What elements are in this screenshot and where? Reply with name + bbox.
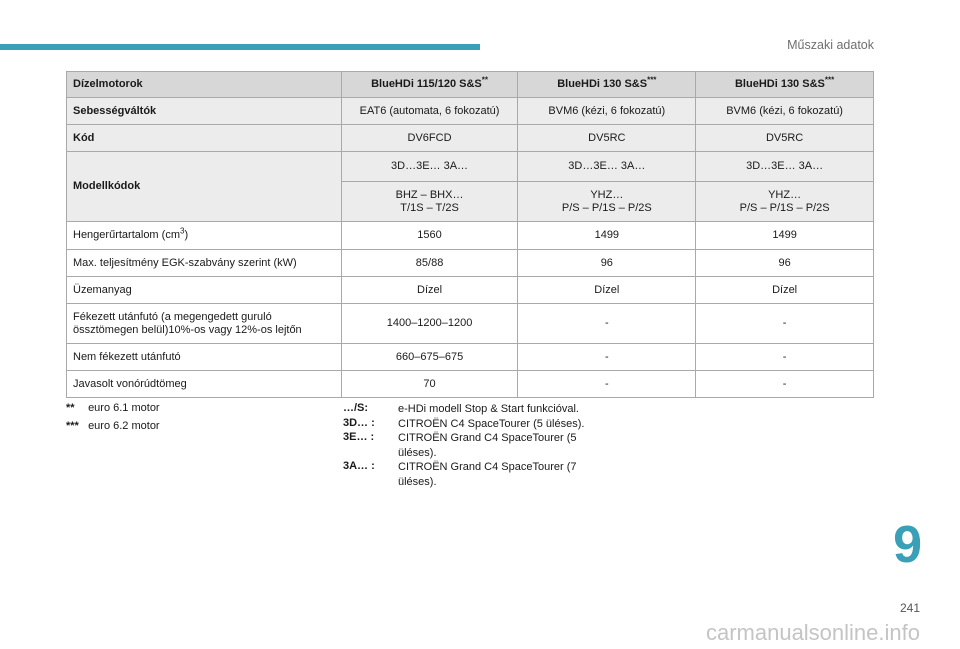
table-row (67, 222, 874, 250)
section-accent-bar (0, 44, 480, 50)
table-cell: YHZ… P/S – P/1S – P/2S (696, 182, 874, 222)
chapter-number: 9 (893, 516, 922, 574)
table-cell: Max. teljesítmény EGK-szabvány szerint (kW) (67, 250, 342, 277)
table-cell: - (696, 371, 874, 398)
table-cell: DV5RC (696, 125, 874, 152)
table-cell: - (518, 304, 696, 344)
section-title: Műszaki adatok (787, 38, 874, 52)
table-row (67, 371, 874, 398)
table-cell: BVM6 (kézi, 6 fokozatú) (696, 98, 874, 125)
table-cell: 3D…3E… 3A… (518, 152, 696, 182)
table-cell: 1499 (696, 222, 874, 250)
model-code-legend (343, 402, 643, 489)
table-cell: 3D…3E… 3A… (696, 152, 874, 182)
legend-item: …/S: e-HDi modell Stop & Start funkcióval. (343, 402, 579, 415)
table-cell: 660–675–675 (341, 344, 518, 371)
table-row (67, 125, 874, 152)
table-cell: Dízel (518, 277, 696, 304)
table-cell: Dízel (696, 277, 874, 304)
table-cell: BlueHDi 130 S&S*** (696, 72, 874, 98)
table-row (67, 344, 874, 371)
watermark: carmanualsonline.info (705, 620, 920, 645)
table-cell: - (696, 344, 874, 371)
table-cell: - (518, 371, 696, 398)
table-cell: 85/88 (341, 250, 518, 277)
legend-item: 3E… : CITROËN Grand C4 SpaceTourer (5 üléses). (343, 431, 577, 459)
footnote: *** euro 6.2 motor (66, 420, 160, 432)
table-cell: 1560 (341, 222, 518, 250)
table-cell: DV6FCD (341, 125, 518, 152)
legend-item: 3A… : CITROËN Grand C4 SpaceTourer (7 üléses). (343, 460, 577, 488)
table-cell: - (518, 344, 696, 371)
table-cell: Javasolt vonórúdtömeg (67, 371, 342, 398)
table-cell: BlueHDi 130 S&S*** (518, 72, 696, 98)
table-row (67, 250, 874, 277)
table-cell: Fékezett utánfutó (a megengedett guruló össztömegen belül)10%-os vagy 12%-os lejtőn (67, 304, 342, 344)
table-row (67, 277, 874, 304)
table-cell: EAT6 (automata, 6 fokozatú) (341, 98, 518, 125)
table-cell: YHZ… P/S – P/1S – P/2S (518, 182, 696, 222)
table-cell: BHZ – BHX… T/1S – T/2S (341, 182, 518, 222)
table-cell: 1499 (518, 222, 696, 250)
table-cell: - (696, 304, 874, 344)
table-cell: Kód (67, 125, 342, 152)
specs-table (66, 71, 874, 398)
table-cell: 3D…3E… 3A… (341, 152, 518, 182)
table-cell: 70 (341, 371, 518, 398)
footnotes (66, 402, 160, 438)
table-row (67, 152, 874, 182)
table-row (67, 72, 874, 98)
table-cell: Hengerűrtartalom $(cm^3)$ (67, 222, 342, 250)
table-cell: 1400–1200–1200 (341, 304, 518, 344)
table-cell: Dízel (341, 277, 518, 304)
footnote: ** euro 6.1 motor (66, 402, 160, 414)
table-cell: DV5RC (518, 125, 696, 152)
table-cell: BVM6 (kézi, 6 fokozatú) (518, 98, 696, 125)
table-cell: BlueHDi 115/120 S&S** (341, 72, 518, 98)
table-cell: 96 (696, 250, 874, 277)
table-cell: Üzemanyag (67, 277, 342, 304)
table-cell: Modellkódok (67, 152, 342, 222)
table-cell: Sebességváltók (67, 98, 342, 125)
page-number: 241 (899, 601, 920, 615)
table-row (67, 304, 874, 344)
table-cell: Nem fékezett utánfutó (67, 344, 342, 371)
table-row (67, 98, 874, 125)
table-cell: Dízelmotorok (67, 72, 342, 98)
legend-item: 3D… : CITROËN C4 SpaceTourer (5 üléses). (343, 416, 585, 430)
table-cell: 96 (518, 250, 696, 277)
